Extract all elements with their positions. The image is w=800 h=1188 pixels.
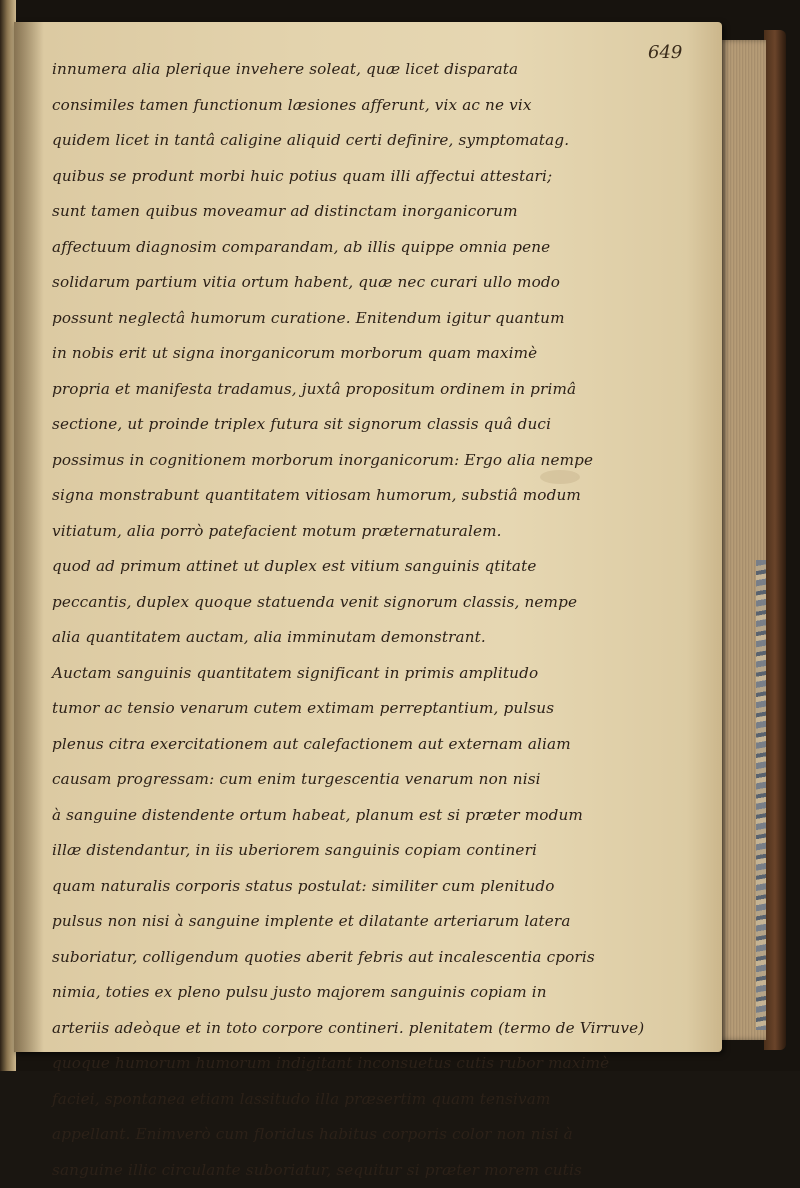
text-line: sunt tamen quibus moveamur ad distinctam inorganicorum (52, 194, 662, 230)
text-line: possimus in cognitionem morborum inorganicorum: Ergo alia nempe (52, 443, 662, 479)
text-line: à sanguine distendente ortum habeat, planum est si præter modum (52, 798, 662, 834)
text-line: sanguine illic circulante suboriatur, sequitur si præter morem cutis (52, 1153, 662, 1188)
text-line: affectuum diagnosim comparandam, ab illis quippe omnia pene (52, 230, 662, 266)
page-number: 649 (648, 42, 682, 63)
text-line: Auctam sanguinis quantitatem significant in primis amplitudo (52, 656, 662, 692)
text-line: tumor ac tensio venarum cutem extimam perreptantium, pulsus (52, 691, 662, 727)
text-line: quidem licet in tantâ caligine aliquid certi definire, symptomatag. (52, 123, 662, 159)
text-line: innumera alia plerique invehere soleat, quæ licet disparata (52, 52, 662, 88)
text-line: quoque humorum humorum indigitant inconsuetus cutis rubor maximè (52, 1046, 662, 1082)
text-line: quod ad primum attinet ut duplex est vitium sanguinis qtitate (52, 549, 662, 585)
text-line: alia quantitatem auctam, alia imminutam demonstrant. (52, 620, 662, 656)
text-line: appellant. Enimverò cum floridus habitus corporis color non nisi à (52, 1117, 662, 1153)
book-cover (764, 30, 786, 1050)
text-line: possunt neglectâ humorum curatione. Enitendum igitur quantum (52, 301, 662, 337)
text-line: vitiatum, alia porrò patefacient motum præternaturalem. (52, 514, 662, 550)
text-line: sectione, ut proinde triplex futura sit signorum classis quâ duci (52, 407, 662, 443)
text-line: quam naturalis corporis status postulat: similiter cum plenitudo (52, 869, 662, 905)
text-line: arteriis adeòque et in toto corpore contineri. plenitatem (termo de Virruve) (52, 1011, 662, 1047)
text-line: consimiles tamen functionum læsiones afferunt, vix ac ne vix (52, 88, 662, 124)
text-line: signa monstrabunt quantitatem vitiosam humorum, substiâ modum (52, 478, 662, 514)
text-line: suboriatur, colligendum quoties aberit febris aut incalescentia cporis (52, 940, 662, 976)
text-line: quibus se produnt morbi huic potius quam illi affectui attestari; (52, 159, 662, 195)
text-line: causam progressam: cum enim turgescentia venarum non nisi (52, 762, 662, 798)
manuscript-text (52, 52, 662, 1188)
text-line: nimia, toties ex pleno pulsu justo majorem sanguinis copiam in (52, 975, 662, 1011)
text-line: propria et manifesta tradamus, juxtâ propositum ordinem in primâ (52, 372, 662, 408)
text-line: peccantis, duplex quoque statuenda venit signorum classis, nempe (52, 585, 662, 621)
text-line: plenus citra exercitationem aut calefactionem aut externam aliam (52, 727, 662, 763)
page-gutter-shadow (14, 22, 44, 1052)
text-line: illæ distendantur, in iis uberiorem sanguinis copiam contineri (52, 833, 662, 869)
marbled-edge (756, 560, 766, 1030)
text-line: pulsus non nisi à sanguine implente et dilatante arteriarum latera (52, 904, 662, 940)
text-line: faciei, spontanea etiam lassitudo illa præsertim quam tensivam (52, 1082, 662, 1118)
text-line: in nobis erit ut signa inorganicorum morborum quam maximè (52, 336, 662, 372)
text-line: solidarum partium vitia ortum habent, quæ nec curari ullo modo (52, 265, 662, 301)
